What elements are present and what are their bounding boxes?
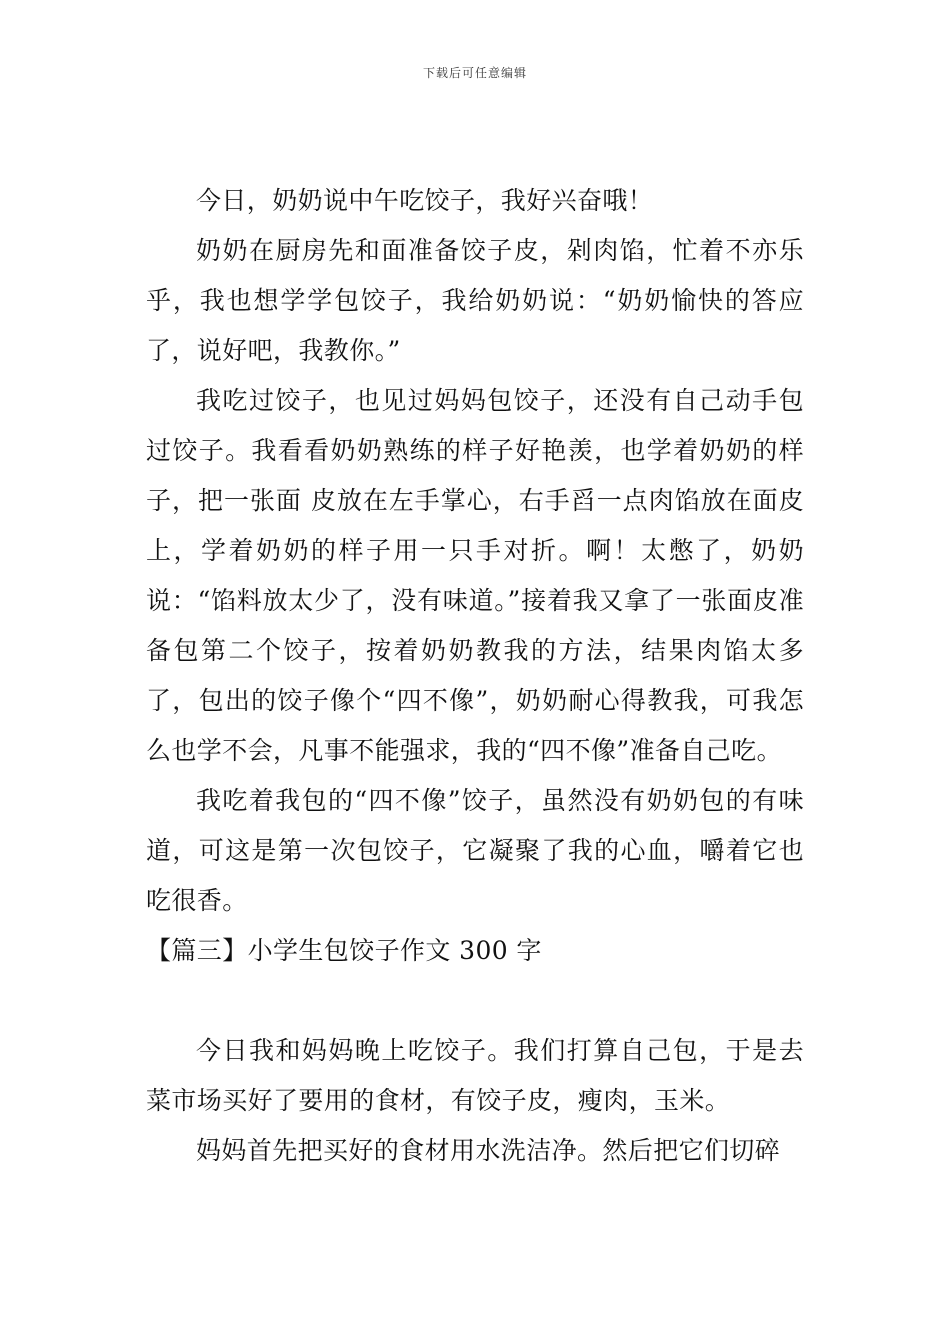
section-spacer [146, 976, 804, 1026]
paragraph: 我吃过饺子，也见过妈妈包饺子，还没有自己动手包过饺子。我看看奶奶熟练的样子好艳羡，也学着奶奶的样子，把一张面 皮放在左手掌心，右手舀一点肉馅放在面皮上，学着奶奶的样子用一只手对折。啊！太憋了，奶奶说：“馅料放太少了，没有味道。”接着我又拿了一张面皮准备包第二个饺子，按着奶奶教我的方法，结果肉馅太多了，包出的饺子像个“四不像”，奶奶耐心得教我，可我怎么也学不会，凡事不能强求，我的“四不像”准备自己吃。 [146, 386, 804, 765]
document-body [146, 176, 804, 1176]
paragraph: 今日我和妈妈晚上吃饺子。我们打算自己包，于是去菜市场买好了要用的食材，有饺子皮，瘦肉，玉米。 [146, 1036, 804, 1115]
paragraph: 我吃着我包的“四不像”饺子，虽然没有奶奶包的有味道，可这是第一次包饺子，它凝聚了我的心血，嚼着它也吃很香。 [146, 786, 804, 915]
section-heading: 【篇三】小学生包饺子作文 300 字 [146, 936, 542, 965]
page-header-note: 下载后可任意编辑 [422, 66, 527, 80]
paragraph: 奶奶在厨房先和面准备饺子皮，剁肉馅，忙着不亦乐乎，我也想学学包饺子，我给奶奶说：“奶奶愉快的答应了，说好吧，我教你。” [146, 236, 804, 365]
paragraph: 妈妈首先把买好的食材用水洗洁净。然后把它们切碎 [196, 1136, 781, 1165]
paragraph: 今日，奶奶说中午吃饺子，我好兴奋哦！ [196, 186, 654, 215]
